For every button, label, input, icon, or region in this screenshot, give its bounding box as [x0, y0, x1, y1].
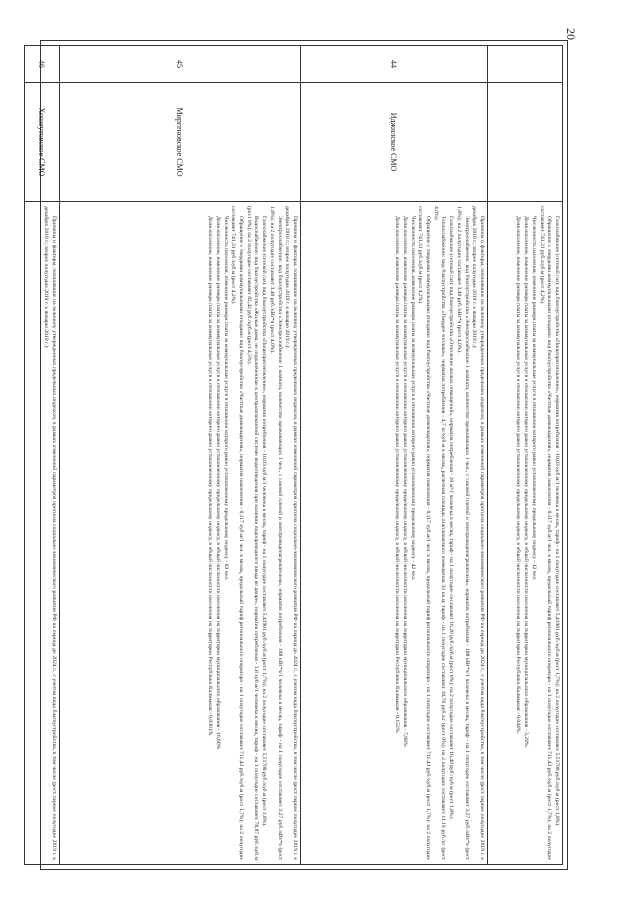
description-cell: [60, 202, 301, 865]
paragraph: Электроснабжение: вид благоустройства «Электроснабжение 1 комната, количество проживающих 1 чел., с газовой плитой и электроводонагревателем», норматив потребления - 188 кВт*ч/1 человека в месяц, тариф - на 1 полугодие составляет 3,27 руб./кВт*ч (рост 1,8%); на 2 полугодие составляет 3,40 руб./кВт*ч (рост 4,0%).: [455, 206, 470, 860]
paragraph: Электроснабжение: вид благоустройства «Электроснабжение 1 комната, количество проживающих 1 чел., с газовой плитой и электроводонагревателем», норматив потребления - 188 кВт*ч/1 человека в месяц, тариф - на 1 полугодие составляет 3,27 руб./кВт*ч (рост 1,8%); на 2 полугодие составляет 3,40 руб./кВт*ч (рост 4,0%).: [268, 206, 283, 860]
paragraph: Численность населения, изменение размера платы за коммунальные услуги в отношении которого равно установленному предельному индексу - 83 чел.: [222, 216, 229, 581]
table-row-continued: [488, 46, 563, 865]
row-number-cell: [488, 46, 563, 83]
description-cell: [25, 202, 60, 865]
paragraph: Доля населения, изменение размера платы за коммунальные услуги в отношении которого равно установленному предельному индексу, в общей численности населения на территории муниципального образования - 7,68%.: [401, 216, 408, 748]
paragraph: Доля населения, изменение размера платы за коммунальные услуги в отношении которого равно установленному предельному индексу, в общей численности населения на территории Республики Калмыкия - 0,0301%.: [207, 216, 214, 737]
municipality-table: [24, 45, 563, 865]
paragraph: Причины и факторы, повлиявшие на величину утвержденных предельных индексов, в рамках изменений параметров прогноза социально-экономического развития РФ на период до 2024 г., с учетом вида благоустройства, в том числе (рост первое полугодие 2019 г. к декабрю 2018 г.; второе полугодие 2019 г. к январю 2019 г.):: [43, 206, 57, 860]
paragraph: Доля населения, изменение размера платы за коммунальные услуги в отношении которого равно установленному предельному индексу, в общей численности населения на территории Республики Калмыкия - 0,044%.: [515, 216, 522, 734]
row-number-cell: 44: [301, 46, 488, 83]
paragraph: Обращение с твердыми коммунальными отходами: вид благоустройства «Частные домовладения», норматив накопления - 0,117 куб.м/1 чел. в месяц, предельный тариф регионального оператора - на 1 полугодие составляет 711,43 руб./куб.м (рост 1,7%); на 2 полугодие составляет 741,31 руб./куб.м (рост 4,2%).: [230, 206, 245, 860]
paragraph: Газоснабжение (сетевой газ): вид благоустройства «Отопление жилых помещений», норматив потребления - 10 м³/1 человека в месяц, тариф - на 1 полугодие составляет 16,20 руб./куб.м (рост 0%); на 2 полугодие составляет 16,49 руб./куб.м (рост 1,8%).: [448, 216, 455, 820]
row-number-cell: 46: [25, 46, 60, 83]
paragraph: Численность населения, изменение размера платы за коммунальные услуги в отношении которого равно установленному предельному индексу - 12 чел.: [530, 216, 537, 581]
paragraph: Газоснабжение (сетевой газ): вид благоустройства «Пищеприготовление», норматив потребления - 10,03 куб.м/1 человека в месяц, тариф - на 1 полугодие составляет 5,41901 руб./куб.м (рост 1,7%); на 2 полугодие составляет 5,51708 руб./куб.м (рост 1,8%).: [261, 216, 268, 827]
municipality-name-cell: Иджилское СМО: [301, 83, 488, 202]
description-cell: [301, 202, 488, 865]
description-cell: [488, 202, 563, 865]
row-number-cell: 45: [60, 46, 301, 83]
table-row-46: [25, 46, 60, 865]
paragraph: Доля населения, изменение размера платы за коммунальные услуги в отношении которого равно установленному предельному индексу, в общей численности населения на территории муниципального образования - 3,29%.: [523, 216, 530, 748]
paragraph: Доля населения, изменение размера платы за коммунальные услуги в отношении которого равно установленному предельному индексу, в общей численности населения на территории муниципального образования - 16,60%.: [214, 216, 221, 751]
municipality-name-cell: [488, 83, 563, 202]
paragraph: Теплоснабжение: вид благоустройства «Твердое топливо», норматив потребления - 4,7 кг/куб.м в месяц, расчетная площадь отапливаемого помещения 33 кв.м; тариф - на 1 полугодие составляет 10,76 руб./кг (рост 0%); на 2 полугодие составляет 11,19 руб./кг (рост 4,0%).: [432, 206, 447, 860]
municipality-name-cell: Миргеновское СМО: [60, 83, 301, 202]
paragraph: Доля населения, изменение размера платы за коммунальные услуги в отношении которого равно установленному предельному индексу, в общей численности населения на территории Республики Калмыкия - 0,152%.: [394, 216, 401, 734]
paragraph: Причины и факторы, повлиявшие на величину утвержденных предельных индексов, в рамках изменений параметров прогноза социально-экономического развития РФ на период до 2024 г., с учетом вида благоустройства, в том числе (рост первое полугодие 2019 г. к декабрю 2018 г.; второе полугодие 2019 г. к январю 2019 г.):: [471, 206, 485, 860]
table-row-44: [301, 46, 488, 865]
municipality-name-cell: Хошеутовское СМО: [25, 83, 60, 202]
paragraph: Обращение с твердыми коммунальными отходами: вид благоустройства «Частные домовладения», норматив накопления - 0,117 куб.м/1 чел. в месяц, предельный тариф регионального оператора - на 1 полугодие составляет 711,43 руб./куб.м (рост 1,7%); на 2 полугодие составляет 741,31 руб./куб.м (рост 4,2%).: [417, 206, 432, 860]
paragraph: Водоснабжение: вид благоустройства «Жилые дома, не подключенные к централизованной системе водоотведения при наличии водопроводного ввода во дворе», норматив потребления - 1,8 куб.м/1 человека в месяц, тариф - на 1 полугодие составляет 78,87 руб./куб.м (рост 0%); на 2 полугодие составляет 82,42 руб./куб.м (рост 4,5%).: [245, 206, 260, 860]
table-row-45: [60, 46, 301, 865]
paragraph: Численность населения, изменение размера платы за коммунальные услуги в отношении которого равно установленному предельному индексу - 42 чел.: [409, 216, 416, 581]
paragraph: Газоснабжение (сетевой газ): вид благоустройства «Пищеприготовление», норматив потребления - 10,03 куб.м/1 человека в месяц, тариф - на 1 полугодие составляет 5,41901 руб./куб.м (рост 1,7%); на 2 полугодие составляет 5,51708 руб./куб.м (рост 1,8%).: [554, 216, 560, 827]
page-number: 20: [564, 28, 578, 40]
document-page: [37, 40, 568, 870]
rotated-table-wrapper: [37, 45, 563, 865]
paragraph: Причины и факторы, повлиявшие на величину утвержденных предельных индексов, в рамках изменений параметров прогноза социально-экономического развития РФ на период до 2024 г., с учетом вида благоустройства, в том числе (рост первое полугодие 2019 г. к декабрю 2018 г.; второе полугодие 2019 г. к январю 2019 г.):: [284, 206, 298, 860]
paragraph: Обращение с твердыми коммунальными отходами: вид благоустройства «Частные домовладения», норматив накопления - 0,117 куб.м/1 чел. в месяц, предельный тариф регионального оператора - на 1 полугодие составляет 711,43 руб./куб.м (рост 1,7%); на 2 полугодие составляет 741,31 руб./куб.м (рост 4,2%).: [538, 206, 553, 860]
